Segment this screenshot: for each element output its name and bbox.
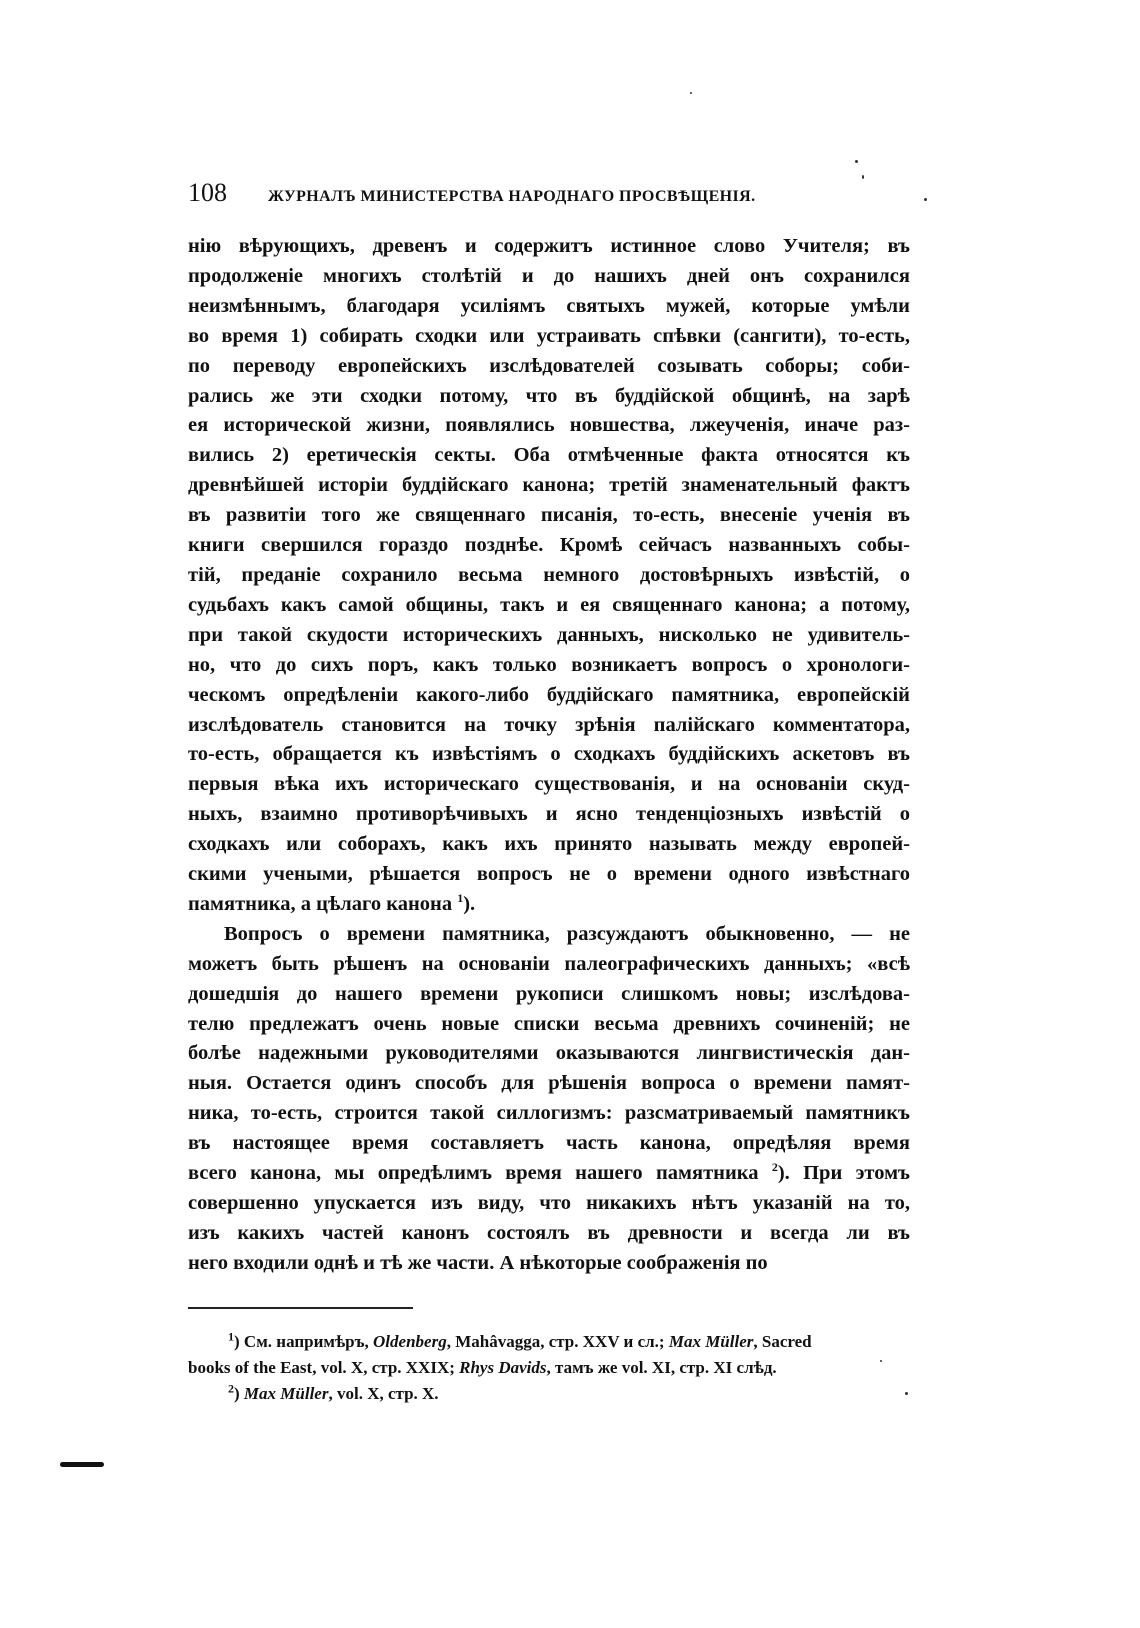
text-line: телю предлежатъ очень новые списки весьма древнихъ сочиненій; не [188, 1012, 910, 1035]
text-line: то-есть, обращается къ извѣстіямъ о сходкахъ буддійскихъ аскетовъ въ [188, 743, 910, 766]
text-line: ея исторической жизни, появлялись новшества, лжеученія, иначе раз- [188, 414, 910, 437]
text-line: всего канона, мы опредѣлимъ время нашего памятника $^2$). При этомъ [188, 1160, 911, 1185]
text-line: при такой скудости историческихъ данныхъ, нисколько не удивитель- [188, 623, 910, 646]
text-line: дошедшія до нашего времени рукописи слишкомъ новы; изслѣдова- [188, 982, 910, 1005]
running-title: ЖУРНАЛЪ МИНИСТЕРСТВА НАРОДНАГО ПРОСВѢЩЕНІЯ. [268, 188, 756, 205]
text-line: совершенно упускается изъ виду, что никакихъ нѣтъ указаній на то, [188, 1192, 910, 1214]
text-line: ческомъ опредѣленіи какого-либо буддійскаго памятника, европейскій [188, 683, 910, 706]
text-line: памятника, а цѣлаго канона $^1$). [188, 891, 476, 915]
text-line: первыя вѣка ихъ историческаго существованія, и на основаніи скуд- [188, 773, 910, 796]
text-line: во время 1) собирать сходки или устраивать спѣвки (сангити), то-есть, [188, 324, 910, 347]
page-number: 108 [188, 178, 227, 207]
scan-speck [862, 175, 864, 179]
scan-edge-mark [60, 1462, 104, 1467]
text-line: нію вѣрующихъ, древенъ и содержитъ истинное слово Учителя; въ [188, 235, 910, 257]
text-line: сходкахъ или соборахъ, какъ ихъ принято называть между европей- [188, 833, 910, 856]
body-text [188, 232, 910, 1279]
footnote-ref: 2 [771, 1160, 778, 1175]
text-line: изъ какихъ частей канонъ состоялъ въ древности и всегда ли въ [188, 1221, 910, 1244]
paragraph-2 [188, 920, 910, 1279]
footnote-2: $^2$) Max Müller, vol. X, стр. X. [228, 1381, 439, 1403]
text-line: тій, преданіе сохранило весьма немного достовѣрныхъ извѣстій, о [188, 563, 910, 586]
text-line: ныя. Остается одинъ способъ для рѣшенія вопроса о времени памят- [188, 1072, 910, 1095]
footnote-ref: 1 [457, 891, 464, 906]
text-line: въ развитіи того же священнаго писанія, то-есть, внесеніе ученія въ [188, 504, 910, 527]
text-line: книги свершился гораздо позднѣе. Кромѣ сейчасъ названныхъ собы- [188, 534, 910, 557]
scan-speck [690, 92, 692, 94]
text-line: изслѣдователь становится на точку зрѣнія палійскаго комментатора, [188, 713, 910, 736]
text-line: можетъ быть рѣшенъ на основаніи палеографическихъ данныхъ; «всѣ [188, 952, 910, 975]
scan-speck [924, 198, 927, 201]
text-line: рались же эти сходки потому, что въ буддійской общинѣ, на зарѣ [188, 384, 910, 407]
footnote-1-line-1: $^1$) См. напримѣръ, Oldenberg, Mahâvagga, стр. XXV и сл.; Max Müller, Sacred [228, 1329, 812, 1351]
text-line: продолженіе многихъ столѣтій и до нашихъ дней онъ сохранился [188, 264, 910, 287]
page [188, 178, 910, 1407]
scan-speck [905, 1392, 908, 1395]
footnote-rule [188, 1307, 413, 1309]
text-line: но, что до сихъ поръ, какъ только возникаетъ вопросъ о хронологи- [188, 653, 910, 676]
text-line: скими учеными, рѣшается вопросъ не о времени одного извѣстнаго [188, 863, 910, 886]
text-line: него входили однѣ и тѣ же части. А нѣкоторые соображенія по [188, 1251, 768, 1274]
text-line: неизмѣннымъ, благодаря усиліямъ святыхъ мужей, которые умѣли [188, 294, 910, 317]
page-header [188, 178, 910, 218]
text-line: ныхъ, взаимно противорѣчивыхъ и ясно тенденціозныхъ извѣстій о [188, 803, 910, 826]
text-line: Вопросъ о времени памятника, разсуждаютъ обыкновенно, — не [224, 922, 910, 945]
scan-speck [880, 1360, 882, 1362]
paragraph-1 [188, 232, 910, 920]
footnotes [188, 1329, 910, 1407]
text-line: болѣе надежными руководителями оказываются лингвистическія дан- [188, 1042, 910, 1065]
text-line: ника, то-есть, строится такой силлогизмъ: разсматриваемый памятникъ [188, 1102, 910, 1125]
text-line: въ настоящее время составляетъ часть канона, опредѣляя время [188, 1132, 910, 1155]
scan-speck [855, 160, 858, 163]
text-line: древнѣйшей исторіи буддійскаго канона; третій знаменательный фактъ [188, 474, 910, 497]
text-line: судьбахъ какъ самой общины, такъ и ея священнаго канона; а потому, [188, 593, 910, 616]
footnote-1-line-2: books of the East, vol. X, стр. XXIX; Rhys Davids, тамъ же vol. XI, стр. XI слѣд. [188, 1357, 777, 1377]
text-line: вились 2) еретическія секты. Оба отмѣченные факта относятся къ [188, 444, 910, 467]
text-line: по переводу европейскихъ изслѣдователей созывать соборы; соби- [188, 354, 910, 377]
